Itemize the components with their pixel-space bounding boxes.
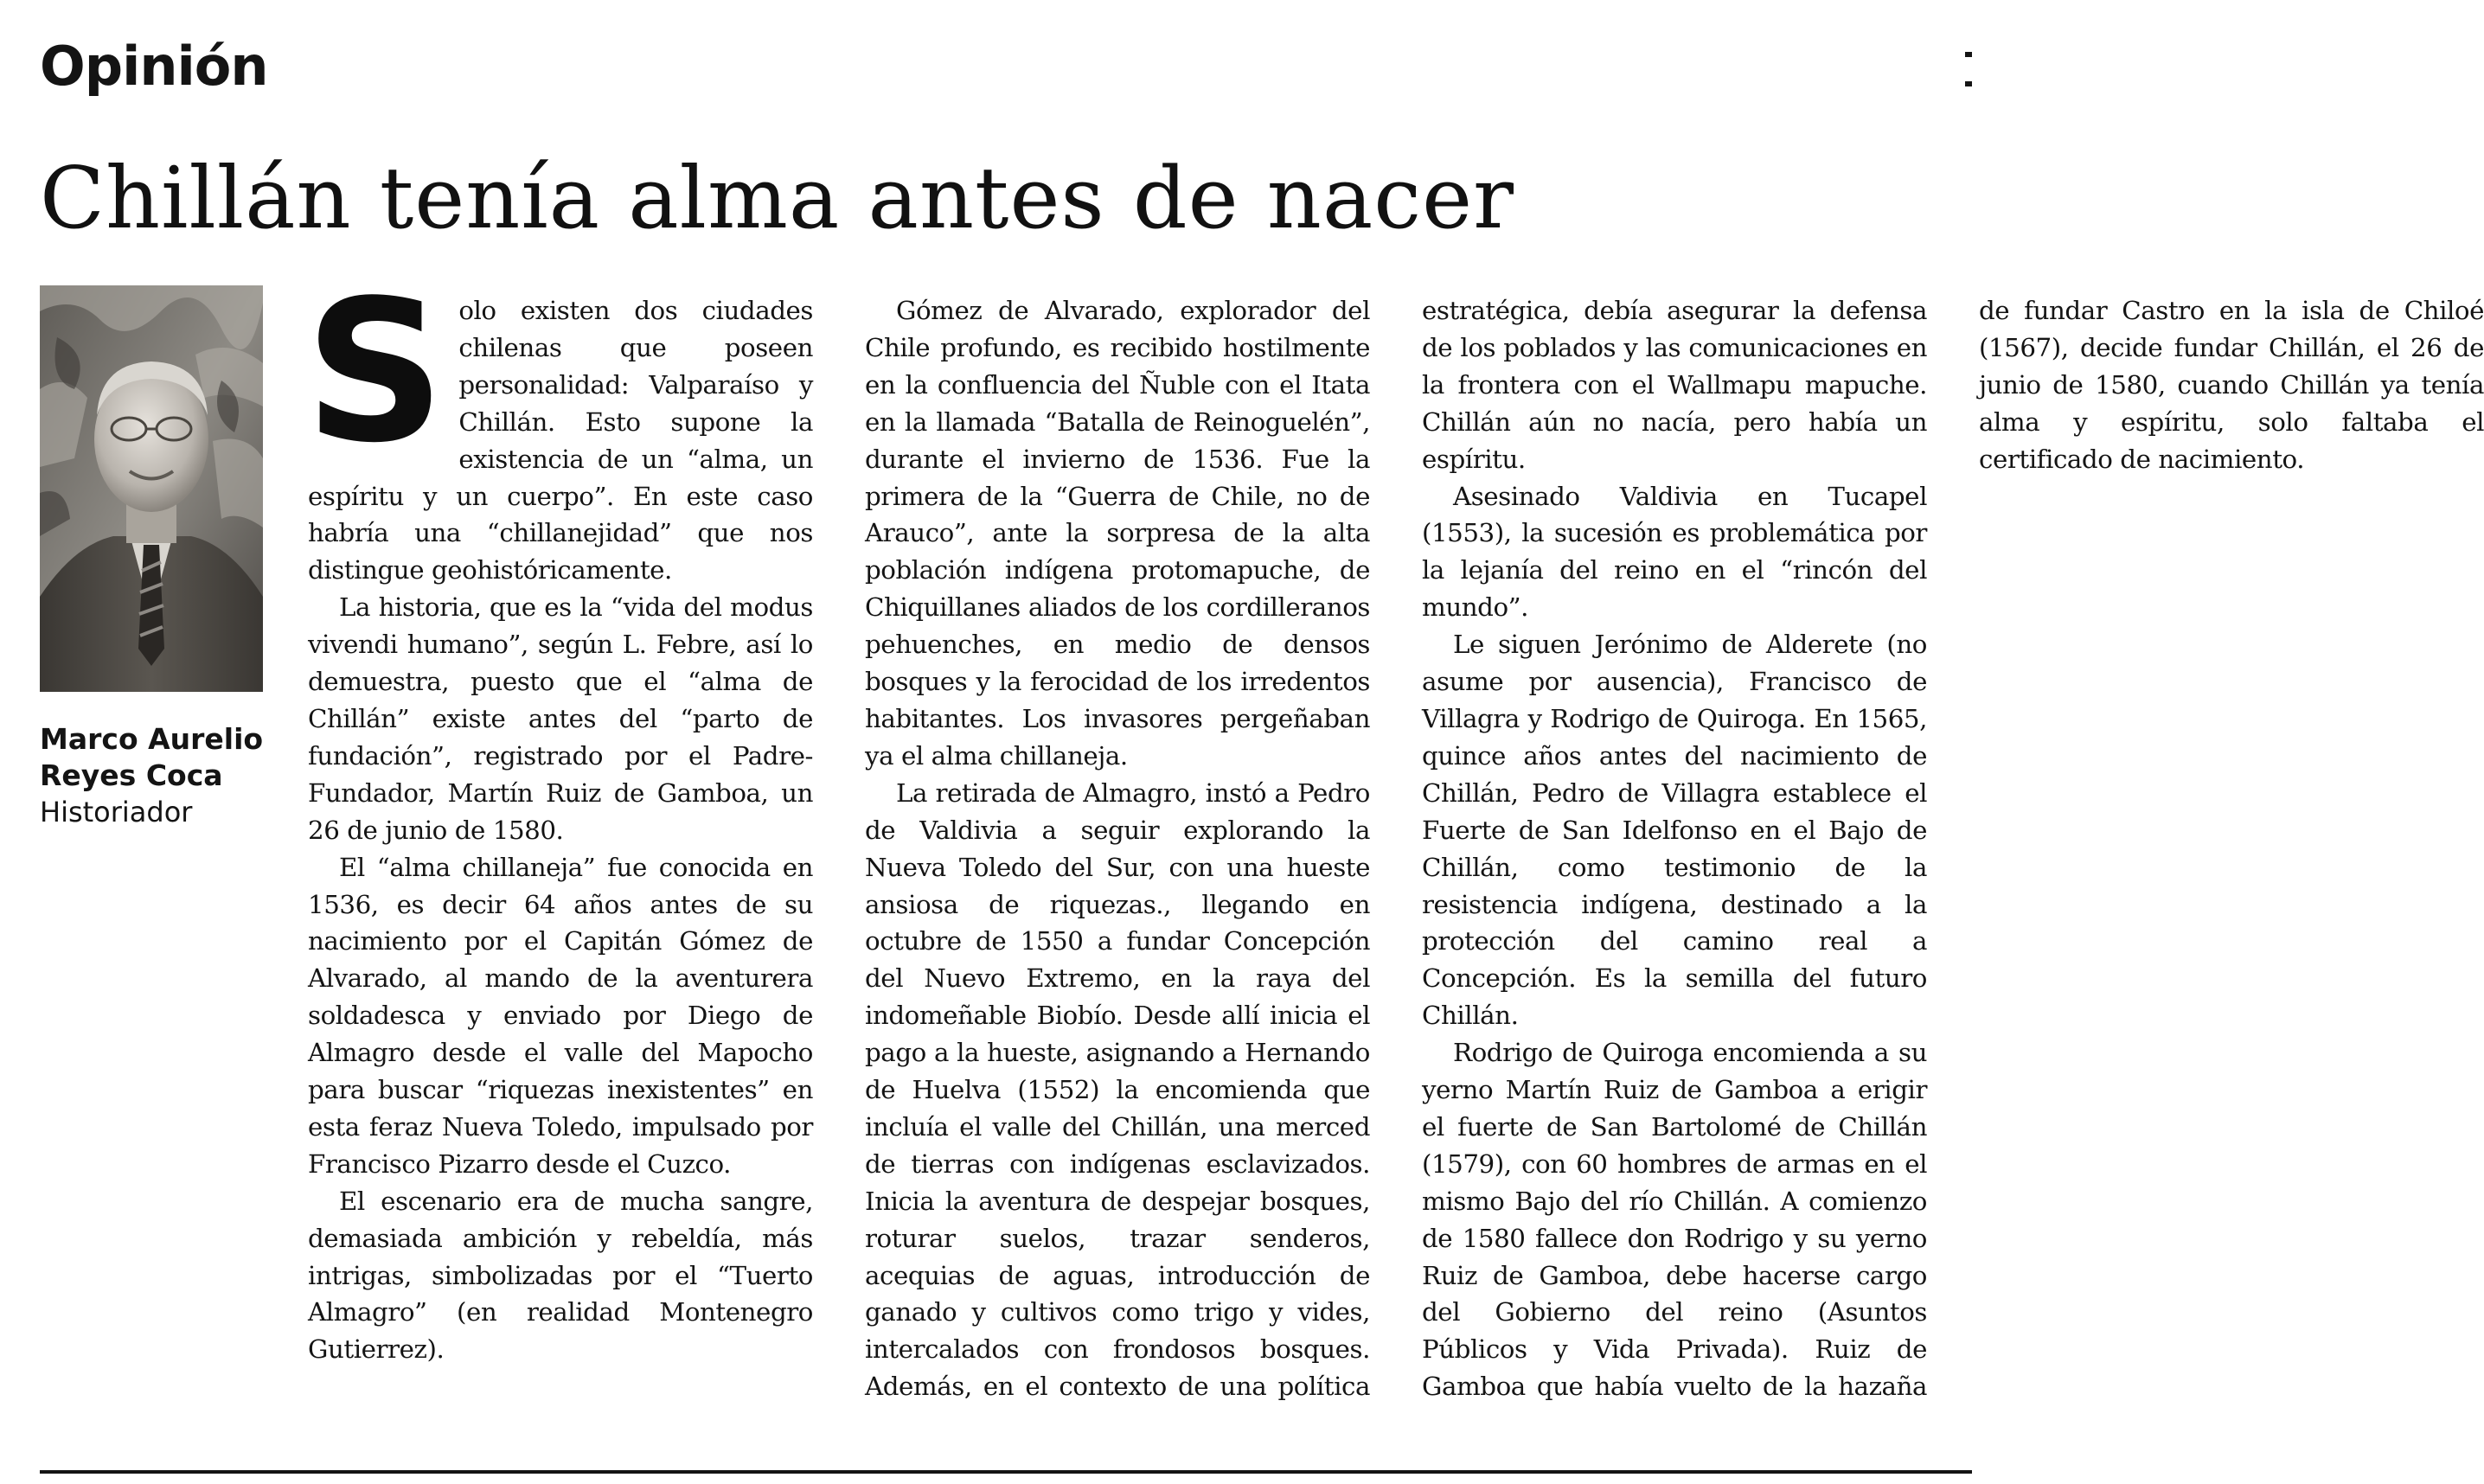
dropcap: S bbox=[304, 259, 445, 486]
article-paragraph: La retirada de Almagro, instó a Pedro de Valdivia a seguir explorando la Nueva Toledo del Sur, con una hueste ansiosa de riquezas., llegando en octubre de 1550 a fundar Concepción del Nuevo Extremo, en la raya del indomeñable Biobío. Desde allí inicia el pago a la hueste, asignando a Hernando de Huelva (1552) la encomienda que incluía el valle del Chillán, una merced de tierras con indígenas esclavizados. Inicia la aventura de despejar bosques, roturar suelos, trazar senderos, acequias de aguas, introducción de ganado y cultivos como trigo y vides, intercalados con frondosos bosques. Además, en el contexto de una política estratégica, debía asegurar la defensa de los poblados y las comunicaciones en la frontera con el Wallmapu mapuche. Chillán aún no nacía, pero había un espíritu. bbox=[865, 296, 1927, 1402]
edge-mark bbox=[1965, 52, 1972, 86]
article-paragraph: Rodrigo de Quiroga encomienda a su yerno Martín Ruiz de Gamboa a erigir el fuerte de San Bartolomé de Chillán (1579), con 60 hombres de armas en el mismo Bajo del río Chillán. A comienzo de 1580 fallece don Rodrigo y su yerno Ruiz de Gamboa, debe hacerse cargo del Gobierno del reino (Asuntos Públicos y Vida Privada). Ruiz de Gamboa que había vuelto de la hazaña de fundar Castro en la isla de Chiloé (1567), decide fundar Chillán, el 26 de junio de 1580, cuando Chillán ya tenía alma y espíritu, solo faltaba el certificado de nacimiento. bbox=[1422, 296, 2484, 1402]
author-name-line2: Reyes Coca bbox=[40, 758, 223, 792]
article-paragraph: La historia, que es la “vida del modus vivendi humano”, según L. Febre, así lo demuestra, puesto que el “alma de Chillán” existe antes del “parto de fundación”, registrado por el Padre-Fundador, Martín Ruiz de Gamboa, un 26 de junio de 1580. bbox=[308, 592, 813, 845]
article-paragraph: Asesinado Valdivia en Tucapel (1553), la sucesión es problemática por la lejanía del reino en el “rincón del mundo”. bbox=[1422, 481, 1927, 623]
article-paragraph bbox=[304, 259, 813, 589]
headline: Chillán tenía alma antes de nacer bbox=[40, 150, 1515, 248]
bottom-rule bbox=[40, 1470, 1972, 1474]
author-name-line1: Marco Aurelio bbox=[40, 722, 264, 756]
article-paragraph: Gómez de Alvarado, explorador del Chile profundo, es recibido hostilmente en la confluencia del Ñuble con el Itata en la llamada “Batalla de Reinoguelén”, durante el invierno de 1536. Fue la primera de la “Guerra de Chile, no de Arauco”, ante la sorpresa de la alta población indígena protomapuche, de Chiquillanes aliados de los cordilleranos pehuenches, en medio de densos bosques y la ferocidad de los irredentos habitantes. Los invasores pergeñaban ya el alma chillaneja. bbox=[865, 296, 1370, 771]
author-block bbox=[40, 721, 299, 830]
paragraph-text: olo existen dos ciudades chilenas que poseen personalidad: Valparaíso y Chillán. Esto supone la existencia de un “alma, un espíritu y un cuerpo”. En este caso habría una “chillanejidad” que nos distingue geohistóricamente. bbox=[308, 296, 813, 585]
article-paragraph: Le siguen Jerónimo de Alderete (no asume por ausencia), Francisco de Villagra y Rodrigo de Quiroga. En 1565, quince años antes del nacimiento de Chillán, Pedro de Villagra establece el Fuerte de San Idelfonso en el Bajo de Chillán, como testimonio de la resistencia indígena, destinado a la protección del camino real a Concepción. Es la semilla del futuro Chillán. bbox=[1422, 630, 1927, 1031]
section-label: Opinión bbox=[40, 35, 268, 98]
author-role: Historiador bbox=[40, 796, 193, 828]
author-photo bbox=[40, 285, 263, 692]
article-paragraph: El “alma chillaneja” fue conocida en 1536, es decir 64 años antes de su nacimiento por el Capitán Gómez de Alvarado, al mando de la aventurera soldadesca y enviado por Diego de Almagro desde el valle del Mapocho para buscar “riquezas inexistentes” en esta feraz Nueva Toledo, impulsado por Francisco Pizarro desde el Cuzco. bbox=[308, 852, 813, 1179]
article-paragraph: El escenario era de mucha sangre, demasiada ambición y rebeldía, más intrigas, simbolizadas por el “Tuerto Almagro” (en realidad Montenegro Gutierrez). bbox=[308, 1186, 813, 1365]
article-body bbox=[304, 259, 2484, 1442]
